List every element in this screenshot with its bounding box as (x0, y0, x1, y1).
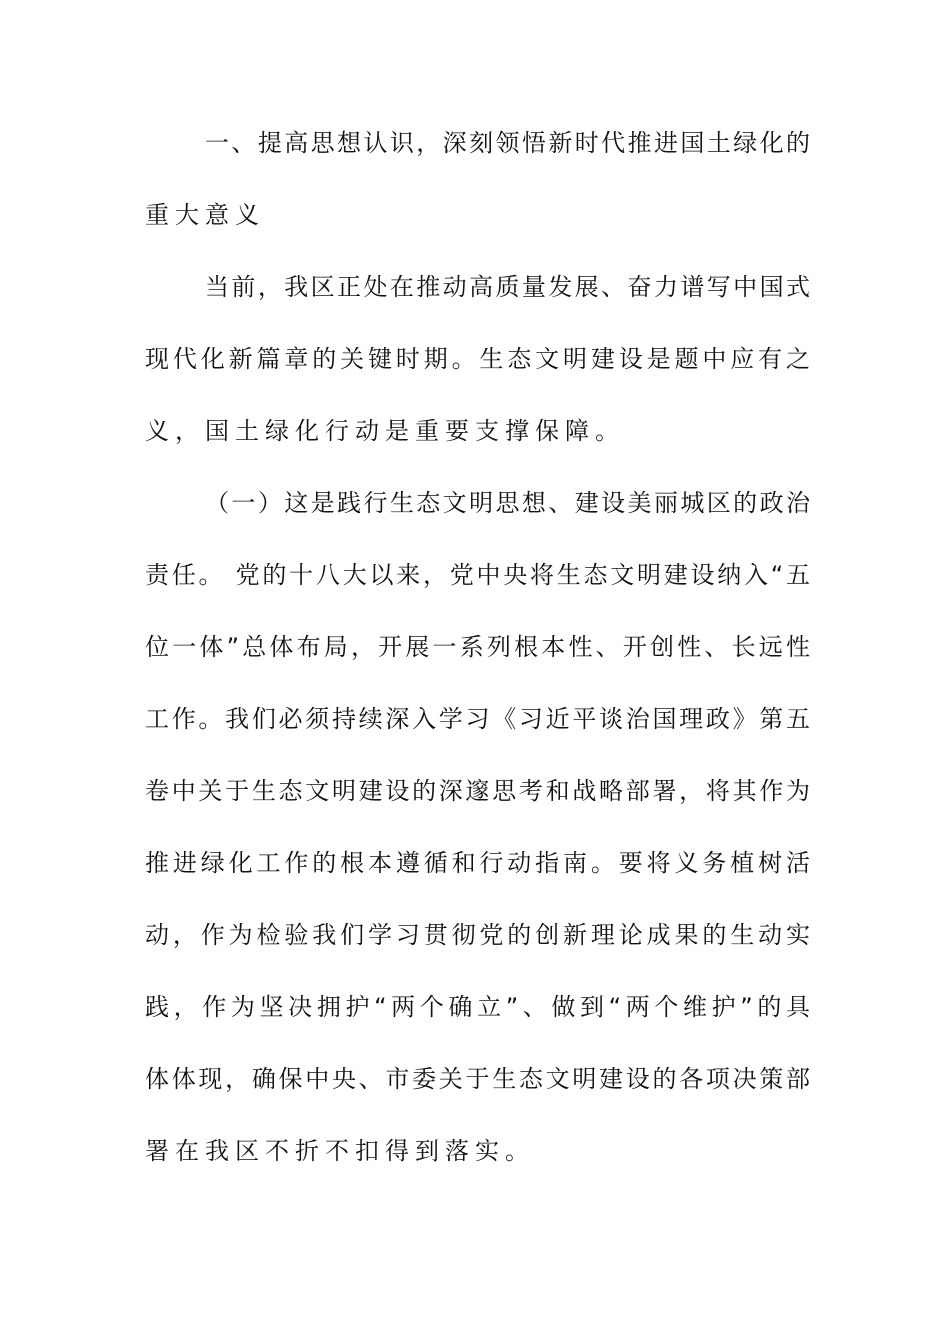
section-heading-line-2: 重大意义 (145, 201, 265, 229)
paragraph-2-line-6: 推进绿化工作的根本遵循和行动指南。要将义务植树活 (145, 849, 810, 877)
paragraph-2-line-2: 责任。 党的十八大以来，党中央将生态文明建设纳入“五 (145, 561, 810, 589)
paragraph-1-line-2: 现代化新篇章的关键时期。生态文明建设是题中应有之 (145, 345, 810, 373)
paragraph-2-line-9: 体体现，确保中央、市委关于生态文明建设的各项决策部 (145, 1065, 810, 1093)
paragraph-2-line-7: 动，作为检验我们学习贯彻党的创新理论成果的生动实 (145, 921, 810, 949)
paragraph-2-line-3: 位一体”总体布局，开展一系列根本性、开创性、长远性 (145, 633, 810, 661)
paragraph-2-line-8: 践，作为坚决拥护“两个确立”、做到“两个维护”的具 (145, 993, 810, 1021)
paragraph-2-line-5: 卷中关于生态文明建设的深邃思考和战略部署，将其作为 (145, 777, 810, 805)
paragraph-2-line-4: 工作。我们必须持续深入学习《习近平谈治国理政》第五 (145, 705, 810, 733)
section-heading-line-1: 一、提高思想认识，深刻领悟新时代推进国土绿化的 (205, 129, 810, 157)
paragraph-1-line-1: 当前，我区正处在推动高质量发展、奋力谱写中国式 (205, 273, 810, 301)
paragraph-2-line-10: 署在我区不折不扣得到落实。 (145, 1137, 535, 1165)
paragraph-2-line-1: （一）这是践行生态文明思想、建设美丽城区的政治 (205, 489, 810, 517)
paragraph-1-line-3: 义，国土绿化行动是重要支撑保障。 (145, 417, 625, 445)
